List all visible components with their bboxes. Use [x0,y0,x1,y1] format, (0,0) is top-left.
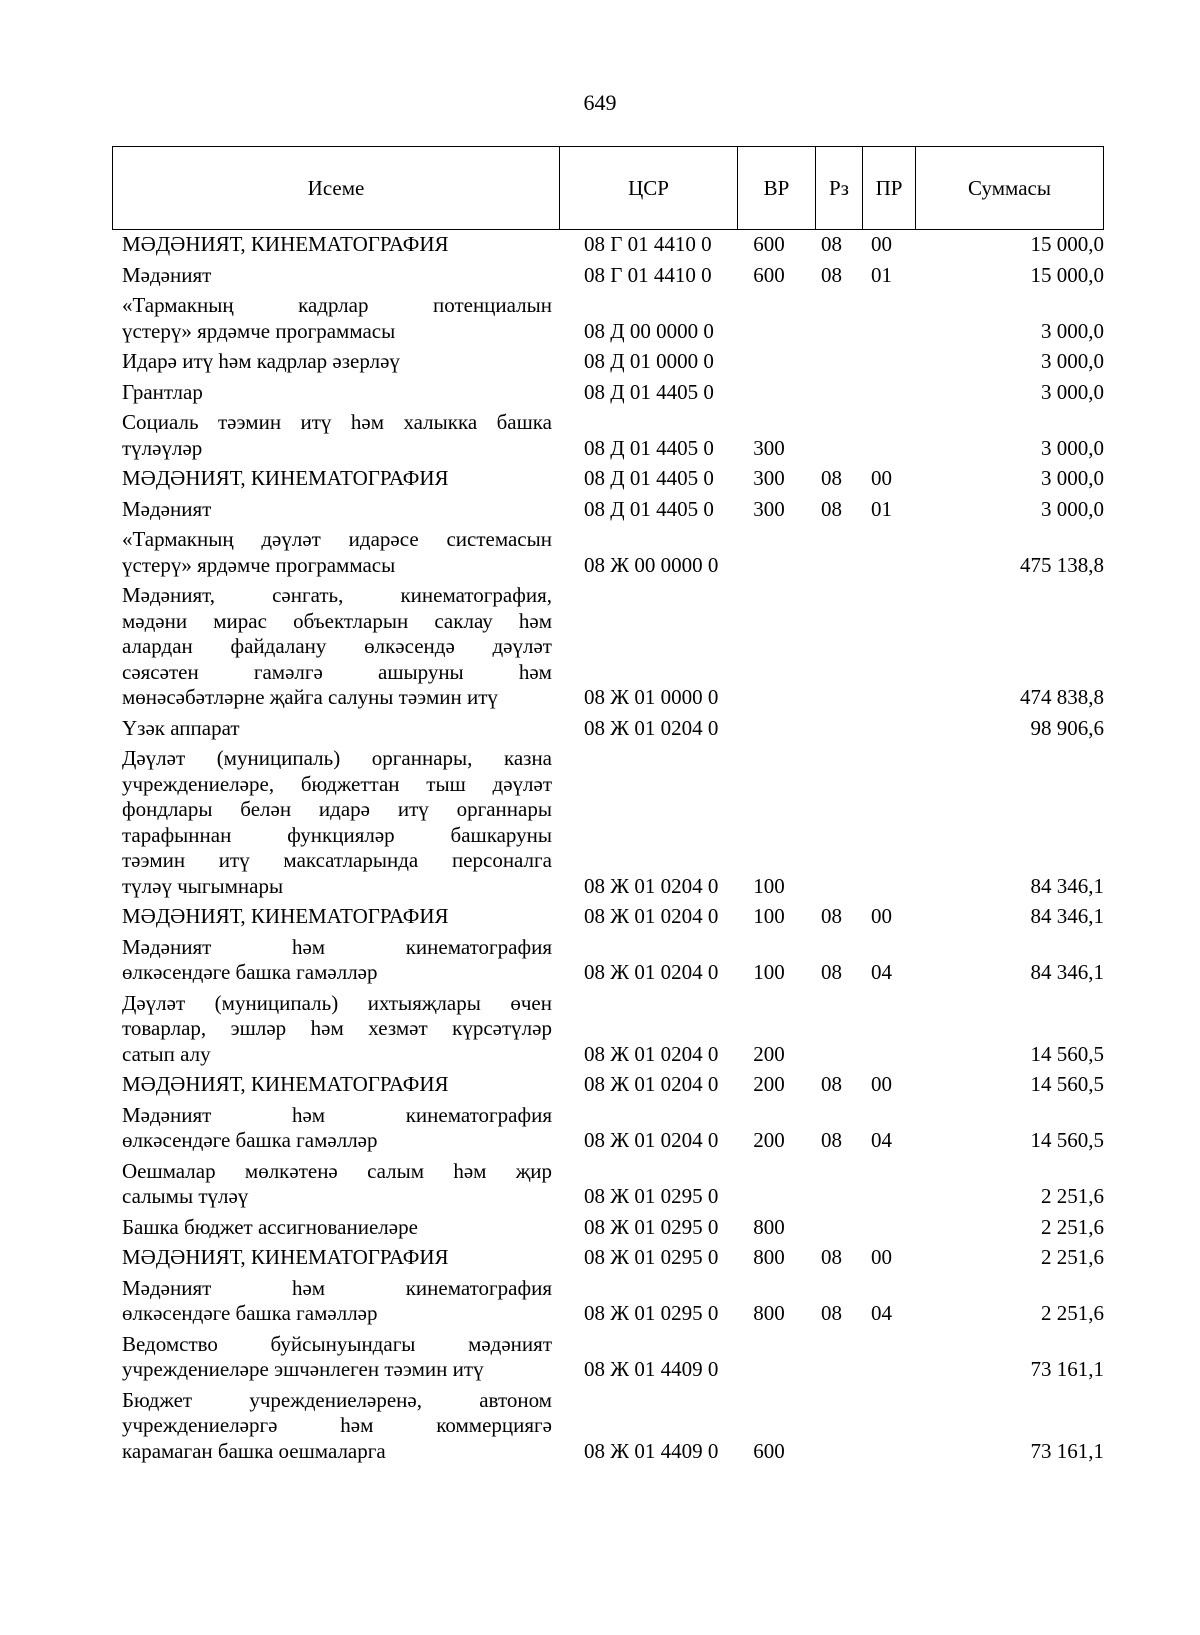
table-row [112,1245,1104,1271]
row-csr: 08 Ж 01 0204 0 [584,904,719,928]
row-name-line: Башка бюджет ассигнованиеләре [122,1214,418,1239]
row-name-line: Грантлар [122,379,203,404]
row-name-line: Социаль тәэмин итү һәм халыкка башка [122,410,552,434]
row-vr: 800 [753,1245,785,1269]
row-name-line: өлкәсендәге башка гамәлләр [122,1301,378,1325]
row-csr: 08 Г 01 4410 0 [584,262,712,287]
row-name-line: «Тармакның кадрлар потенциалын [122,293,552,317]
table-row [112,1159,1104,1210]
row-sum: 15 000,0 [1030,232,1104,256]
row-vr: 600 [753,1438,785,1463]
row-sum: 73 161,1 [1030,1438,1104,1463]
table-row [112,1103,1104,1154]
row-pr: 01 [871,496,892,521]
row-name-line: тарафыннан функцияләр башкаруны [122,822,552,847]
row-csr: 08 Ж 01 0204 0 [584,873,719,898]
row-sum: 475 138,8 [1020,552,1104,577]
row-name [112,263,552,289]
row-rz: 08 [821,496,842,521]
row-csr: 08 Ж 01 0295 0 [584,1301,719,1325]
row-sum: 3 000,0 [1041,435,1104,460]
row-name [112,1159,552,1210]
row-vr: 300 [753,466,785,490]
row-sum: 474 838,8 [1020,685,1104,709]
row-sum: 84 346,1 [1030,960,1104,984]
row-vr: 200 [753,1072,785,1096]
row-vr: 200 [753,1041,785,1066]
row-name-line: товарлар, эшләр һәм хезмәт күрсәтүләр [122,1016,552,1040]
row-sum: 3 000,0 [1041,349,1104,373]
row-sum: 2 251,6 [1041,1245,1104,1269]
row-csr: 08 Ж 01 0295 0 [584,1184,719,1208]
row-vr: 300 [753,435,785,460]
row-name-line: МӘДӘНИЯТ, КИНЕМАТОГРАФИЯ [122,904,449,928]
row-sum: 15 000,0 [1030,262,1104,287]
row-name-line: өлкәсендәге башка гамәлләр [122,1128,378,1152]
row-sum: 2 251,6 [1041,1184,1104,1208]
row-name-line: фондлары белән идарә итү органнары [122,797,552,821]
row-vr: 800 [753,1214,785,1239]
row-csr: 08 Д 01 4405 0 [584,496,714,521]
row-sum: 3 000,0 [1041,466,1104,490]
row-csr: 08 Ж 01 0295 0 [584,1245,719,1269]
row-sum: 84 346,1 [1030,904,1104,928]
row-pr: 00 [871,904,892,928]
row-rz: 08 [821,1072,842,1096]
row-vr: 600 [753,232,785,256]
table-row [112,1332,1104,1383]
row-vr: 100 [753,960,785,984]
row-csr: 08 Ж 01 0204 0 [584,960,719,984]
row-csr: 08 Д 01 4405 0 [584,379,714,404]
row-name-line: үстерү» ярдәмче программасы [122,318,396,343]
row-name-line: МӘДӘНИЯТ, КИНЕМАТОГРАФИЯ [122,232,449,256]
row-rz: 08 [821,1301,842,1325]
row-csr: 08 Д 01 4405 0 [584,435,714,460]
row-name-line: Мәдәният һәм кинематография [122,1275,552,1300]
table-row [112,1388,1104,1465]
row-name-line: сатып алу [122,1041,211,1066]
table-row [112,232,1104,258]
row-name-line: Мәдәният һәм кинематография [122,934,552,959]
row-csr: 08 Д 01 0000 0 [584,349,714,373]
row-name [112,232,552,258]
row-csr: 08 Ж 01 0204 0 [584,715,719,740]
row-name-line: учреждениеләре эшчәнлеген тәэмин итү [122,1357,484,1381]
row-name [112,527,552,578]
row-name-line: Дәүләт (муниципаль) ихтыяҗлары өчен [122,990,552,1015]
row-vr: 600 [753,262,785,287]
row-pr: 00 [871,1245,892,1269]
row-name [112,410,552,461]
row-name-line: Идарә итү һәм кадрлар әзерләү [122,349,400,373]
row-name [112,293,552,344]
row-name-line: учреждениеләре, бюджеттан тыш дәүләт [122,771,552,796]
row-name-line: тәэмин итү максатларында персоналга [122,848,552,872]
row-name-line: салымы түләү [122,1184,249,1208]
row-name-line: Дәүләт (муниципаль) органнары, казна [122,746,552,770]
row-vr: 300 [753,496,785,521]
header-csr: ЦСР [560,147,738,229]
header-vr: ВР [738,147,816,229]
row-csr: 08 Г 01 4410 0 [584,232,712,256]
row-name-line: Оешмалар мөлкәтенә салым һәм җир [122,1158,552,1183]
row-name-line: «Тармакның дәүләт идарәсе системасын [122,527,552,551]
row-sum: 3 000,0 [1041,496,1104,521]
table-body [112,232,1104,1469]
row-name-line: түләү чыгымнары [122,873,284,898]
row-name-line: сәясәтен гамәлгә ашыруны һәм [122,659,552,684]
row-name [112,1072,552,1098]
row-name-line: өлкәсендәге башка гамәлләр [122,960,378,984]
row-name-line: үстерү» ярдәмче программасы [122,552,396,577]
row-name-line: түләүләр [122,435,203,460]
row-sum: 98 906,6 [1030,715,1104,740]
header-name: Исеме [113,147,560,229]
row-csr: 08 Д 01 4405 0 [584,466,714,490]
row-name-line: Бюджет учреждениеләренә, автоном [122,1387,552,1412]
row-name [112,904,552,930]
table-row [112,1276,1104,1327]
row-vr: 200 [753,1128,785,1152]
table-row [112,410,1104,461]
row-pr: 00 [871,232,892,256]
header-sum: Суммасы [968,175,1051,200]
table-row [112,497,1104,523]
row-name [112,1245,552,1271]
row-rz: 08 [821,904,842,928]
row-name [112,1215,552,1241]
row-name-line: Мәдәният [122,496,212,521]
row-sum: 2 251,6 [1041,1214,1104,1239]
row-name [112,1103,552,1154]
row-name [112,466,552,492]
row-name-line: учреждениеләргә һәм коммерциягә [122,1413,552,1437]
row-vr: 100 [753,873,785,898]
row-pr: 04 [871,960,892,984]
row-sum: 14 560,5 [1030,1128,1104,1152]
row-name [112,935,552,986]
row-csr: 08 Ж 01 4409 0 [584,1438,719,1463]
row-sum: 3 000,0 [1041,379,1104,404]
row-pr: 01 [871,262,892,287]
row-csr: 08 Ж 01 0295 0 [584,1214,719,1239]
row-name [112,583,552,711]
table-row [112,1215,1104,1241]
row-name-line: Үзәк аппарат [122,715,240,740]
row-name [112,380,552,406]
row-rz: 08 [821,466,842,490]
table-row [112,293,1104,344]
row-csr: 08 Ж 00 0000 0 [584,552,719,577]
row-name [112,1276,552,1327]
row-name [112,1388,552,1465]
row-sum: 14 560,5 [1030,1041,1104,1066]
table-row [112,466,1104,492]
row-name-line: Мәдәният һәм кинематография [122,1102,552,1127]
table-row [112,716,1104,742]
row-sum: 14 560,5 [1030,1072,1104,1096]
row-rz: 08 [821,232,842,256]
row-sum: 3 000,0 [1041,318,1104,343]
row-vr: 100 [753,904,785,928]
row-name [112,991,552,1068]
page-number: 649 [583,90,617,115]
row-name-line: МӘДӘНИЯТ, КИНЕМАТОГРАФИЯ [122,466,449,490]
row-name-line: карамаган башка оешмаларга [122,1438,386,1463]
table-row [112,349,1104,375]
row-csr: 08 Ж 01 0204 0 [584,1041,719,1066]
row-name [112,746,552,899]
row-name-line: Мәдәният, сәнгать, кинематография, [122,583,552,607]
row-sum: 2 251,6 [1041,1301,1104,1325]
table-row [112,263,1104,289]
row-sum: 84 346,1 [1030,873,1104,898]
row-name [112,497,552,523]
table-row [112,527,1104,578]
row-rz: 08 [821,262,842,287]
row-rz: 08 [821,1245,842,1269]
row-name [112,716,552,742]
table-row [112,904,1104,930]
row-name-line: МӘДӘНИЯТ, КИНЕМАТОГРАФИЯ [122,1072,449,1096]
row-name [112,349,552,375]
row-name-line: мөнәсәбәтләрне җайга салуны тәэмин итү [122,685,498,709]
row-csr: 08 Ж 01 4409 0 [584,1357,719,1381]
row-csr: 08 Д 00 0000 0 [584,318,714,343]
table-row [112,583,1104,711]
row-csr: 08 Ж 01 0204 0 [584,1128,719,1152]
row-pr: 00 [871,1072,892,1096]
row-pr: 04 [871,1301,892,1325]
row-vr: 800 [753,1301,785,1325]
table-row [112,746,1104,899]
header-rz: Рз [816,147,863,229]
table-row [112,991,1104,1068]
row-name-line: МӘДӘНИЯТ, КИНЕМАТОГРАФИЯ [122,1245,449,1269]
row-csr: 08 Ж 01 0000 0 [584,685,719,709]
table-header [112,146,1104,230]
table-row [112,1072,1104,1098]
row-pr: 04 [871,1128,892,1152]
row-name-line: Ведомство буйсынуындагы мәдәният [122,1331,552,1356]
row-name-line: мәдәни мирас объектларын саклау һәм [122,608,552,633]
row-rz: 08 [821,1128,842,1152]
row-name [112,1332,552,1383]
header-pr: ПР [863,147,916,229]
row-csr: 08 Ж 01 0204 0 [584,1072,719,1096]
table-row [112,380,1104,406]
row-name-line: Мәдәният [122,262,212,287]
table-row [112,935,1104,986]
row-name-line: алардан файдалану өлкәсендә дәүләт [122,634,552,658]
row-rz: 08 [821,960,842,984]
row-pr: 00 [871,466,892,490]
row-sum: 73 161,1 [1030,1357,1104,1381]
